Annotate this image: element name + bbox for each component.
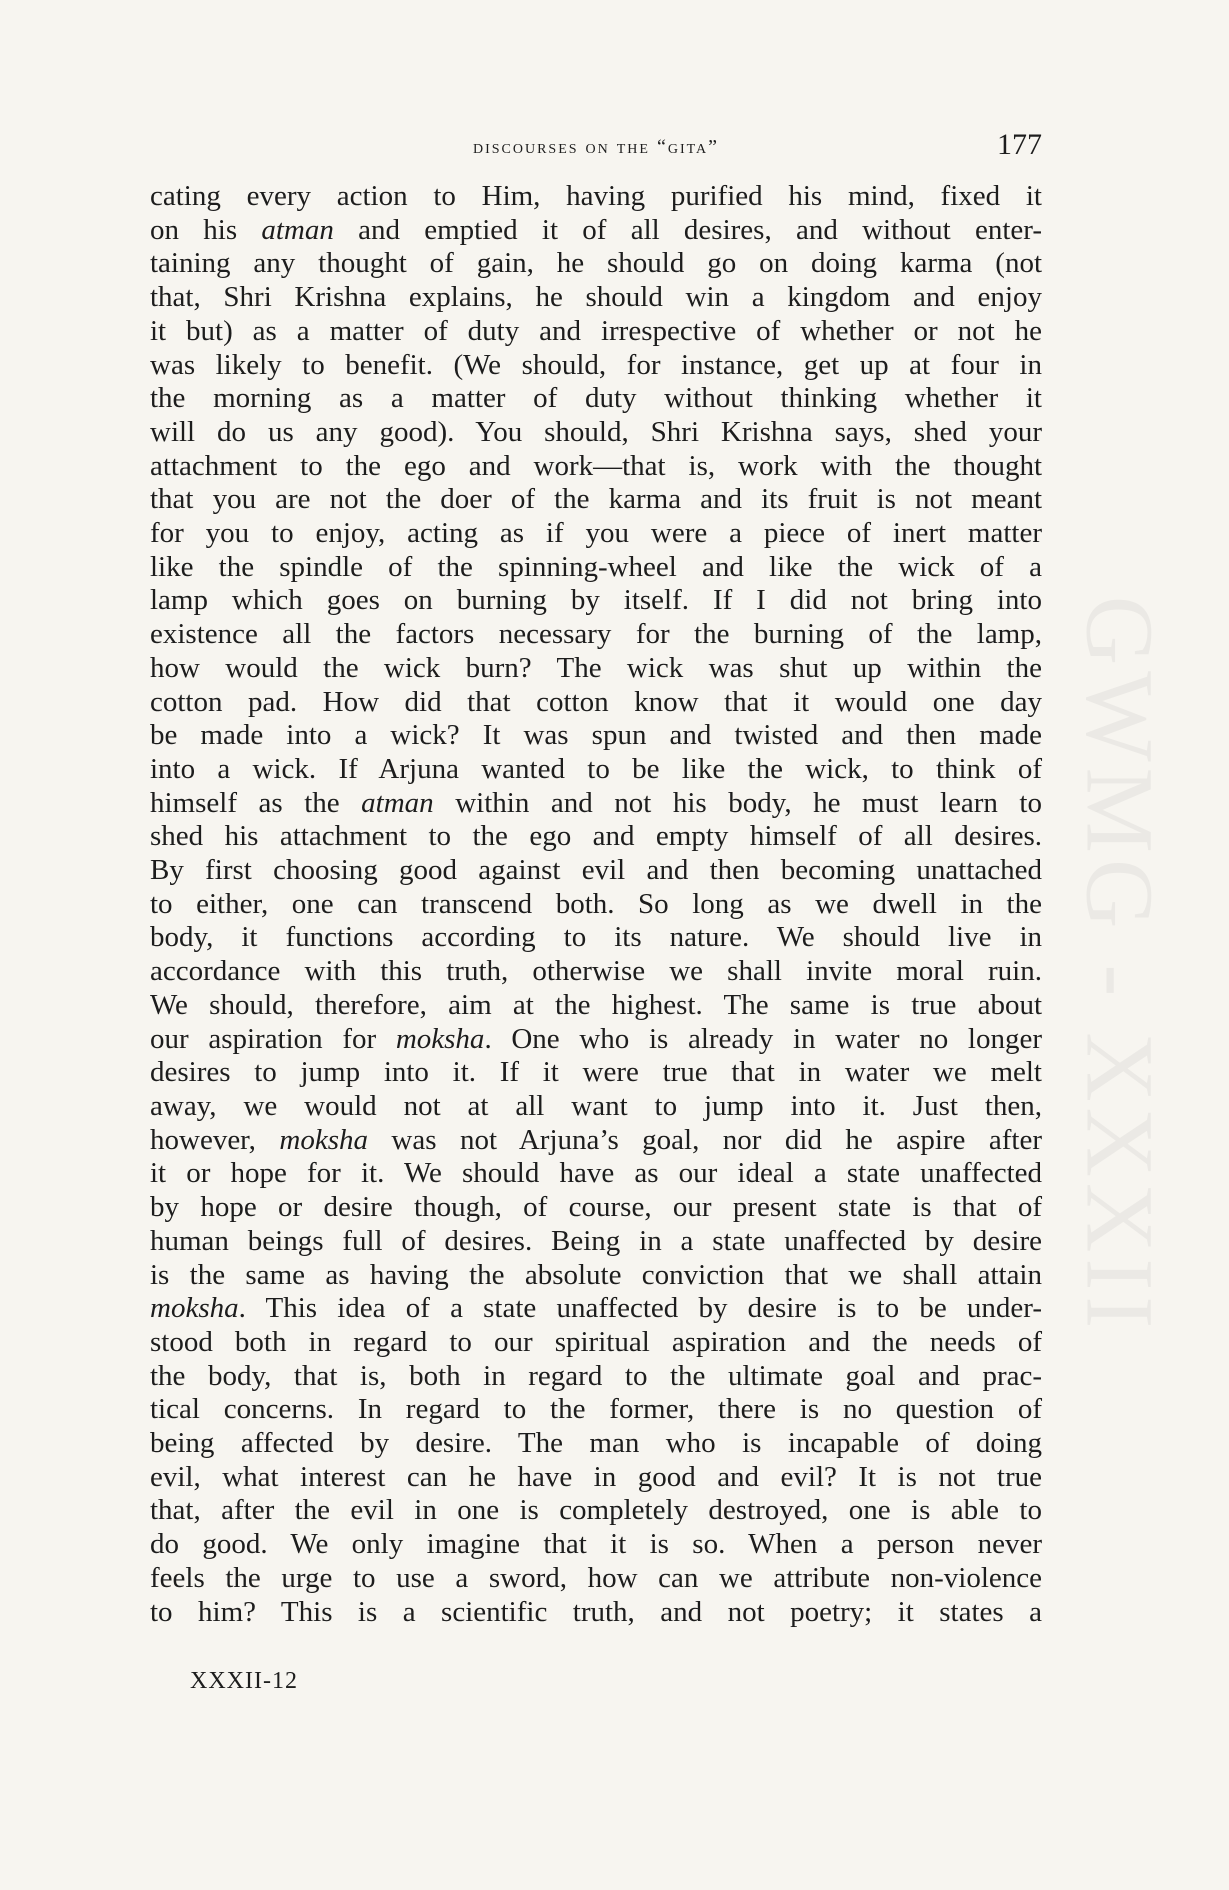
text-run: will do us any good). You should, Shri Krishna says, shed your [150,415,1042,448]
text-run: away, we would not at all want to jump into it. Just then, [150,1089,1042,1122]
text-line [150,1191,1042,1225]
text-line [150,483,1042,517]
text-run: was not Arjuna’s goal, nor did he aspire after [367,1123,1042,1156]
watermark-text: GWMG - XXXII [1066,595,1174,1335]
text-run: the morning as a matter of duty without thinking whether it [150,382,1042,415]
text-line [150,180,1042,214]
text-line [150,1056,1042,1090]
text-run: stood both in regard to our spiritual aspiration and the needs of [150,1325,1042,1358]
text-run: is the same as having the absolute conviction that we shall attain [150,1258,1042,1291]
text-line [150,618,1042,652]
text-line [150,517,1042,551]
text-run: how would the wick burn? The wick was shut up within the [150,651,1042,684]
text-run: By first choosing good against evil and then becoming unattached [150,854,1042,887]
text-line [150,1090,1042,1124]
text-line [150,1157,1042,1191]
text-run: cotton pad. How did that cotton know that it would one day [150,685,1042,718]
text-run: attachment to the ego and work—that is, work with the thought [150,449,1042,482]
page-number: 177 [997,128,1042,161]
text-line [150,1259,1042,1293]
text-line [150,652,1042,686]
text-line [150,214,1042,248]
text-line [150,1360,1042,1394]
text-line [150,450,1042,484]
text-line [150,686,1042,720]
text-run: do good. We only imagine that it is so. When a person never [150,1528,1042,1561]
text-run: shed his attachment to the ego and empty himself of all desires. [150,820,1042,853]
text-run: it but) as a matter of duty and irrespective of whether or not he [150,314,1042,347]
text-line [150,1225,1042,1259]
text-run: lamp which goes on burning by itself. If I did not bring into [150,584,1042,617]
printer-signature: XXXII-12 [190,1668,298,1694]
text-run: cating every action to Him, having purified his mind, fixed it [150,180,1042,212]
text-run: however, [150,1123,280,1156]
text-line [150,551,1042,585]
text-run: be made into a wick? It was spun and twisted and then made [150,719,1042,752]
text-line [150,921,1042,955]
text-line [150,382,1042,416]
italic-term: moksha [279,1123,368,1156]
text-line [150,584,1042,618]
text-run: desires to jump into it. If it were true that in water we melt [150,1056,1042,1089]
text-run: evil, what interest can he have in good and evil? It is not true [150,1460,1042,1493]
text-run: it or hope for it. We should have as our ideal a state unaffected [150,1157,1042,1190]
italic-term: atman [261,213,334,246]
text-line [150,787,1042,821]
text-run: like the spindle of the spinning-wheel and like the wick of a [150,550,1042,583]
text-run: and emptied it of all desires, and without enter- [333,213,1043,246]
text-run: our aspiration for [150,1022,396,1055]
text-line [150,281,1042,315]
text-line [150,247,1042,281]
text-run: taining any thought of gain, he should go on doing karma (not [150,247,1042,280]
body-text [150,180,1042,1629]
text-line [150,1596,1042,1630]
text-line [150,1393,1042,1427]
text-line [150,1326,1042,1360]
italic-term: moksha [150,1292,239,1325]
text-line [150,1023,1042,1057]
text-line [150,955,1042,989]
watermark [1066,440,1174,1490]
text-line [150,854,1042,888]
text-run: the body, that is, both in regard to the ultimate goal and prac- [150,1359,1042,1392]
text-run: We should, therefore, aim at the highest. The same is true about [150,988,1042,1021]
text-run: into a wick. If Arjuna wanted to be like the wick, to think of [150,752,1042,785]
text-run: feels the urge to use a sword, how can we attribute non-violence [150,1561,1042,1594]
text-line [150,989,1042,1023]
italic-term: moksha [395,1022,485,1055]
text-run: on his [150,213,262,246]
text-line [150,719,1042,753]
text-line [150,1461,1042,1495]
text-line [150,820,1042,854]
text-run: that, Shri Krishna explains, he should win a kingdom and enjoy [150,281,1042,314]
text-run: was likely to benefit. (We should, for instance, get up at four in [150,348,1042,381]
text-run: being affected by desire. The man who is incapable of doing [150,1427,1042,1460]
text-line [150,1494,1042,1528]
text-line [150,1124,1042,1158]
text-line [150,416,1042,450]
text-line [150,315,1042,349]
text-run: existence all the factors necessary for the burning of the lamp, [150,618,1042,651]
text-run: within and not his body, he must learn to [433,786,1042,819]
text-run: accordance with this truth, otherwise we shall invite moral ruin. [150,955,1042,988]
text-run: for you to enjoy, acting as if you were a piece of inert matter [150,517,1042,550]
italic-term: atman [361,786,434,819]
text-run: to him? This is a scientific truth, and not poetry; it states a [150,1595,1042,1628]
text-run: . One who is already in water no longer [484,1022,1042,1055]
text-run: . This idea of a state unaffected by desire is to be under- [238,1292,1042,1325]
text-line [150,1562,1042,1596]
text-run: tical concerns. In regard to the former, there is no question of [150,1393,1042,1426]
text-run: himself as the [150,786,362,819]
text-line [150,888,1042,922]
text-run: that you are not the doer of the karma and its fruit is not meant [150,483,1042,516]
text-run: body, it functions according to its nature. We should live in [150,921,1042,954]
text-line [150,753,1042,787]
running-head-title: discourses on the “gita” [472,136,720,158]
text-line [150,1292,1042,1326]
text-run: to either, one can transcend both. So long as we dwell in the [150,887,1042,920]
text-run: by hope or desire though, of course, our present state is that of [150,1191,1042,1224]
running-head [150,128,1042,168]
text-run: human beings full of desires. Being in a state unaffected by desire [150,1224,1042,1257]
text-line [150,1427,1042,1461]
text-run: that, after the evil in one is completely destroyed, one is able to [150,1494,1042,1527]
text-line [150,349,1042,383]
text-line [150,1528,1042,1562]
